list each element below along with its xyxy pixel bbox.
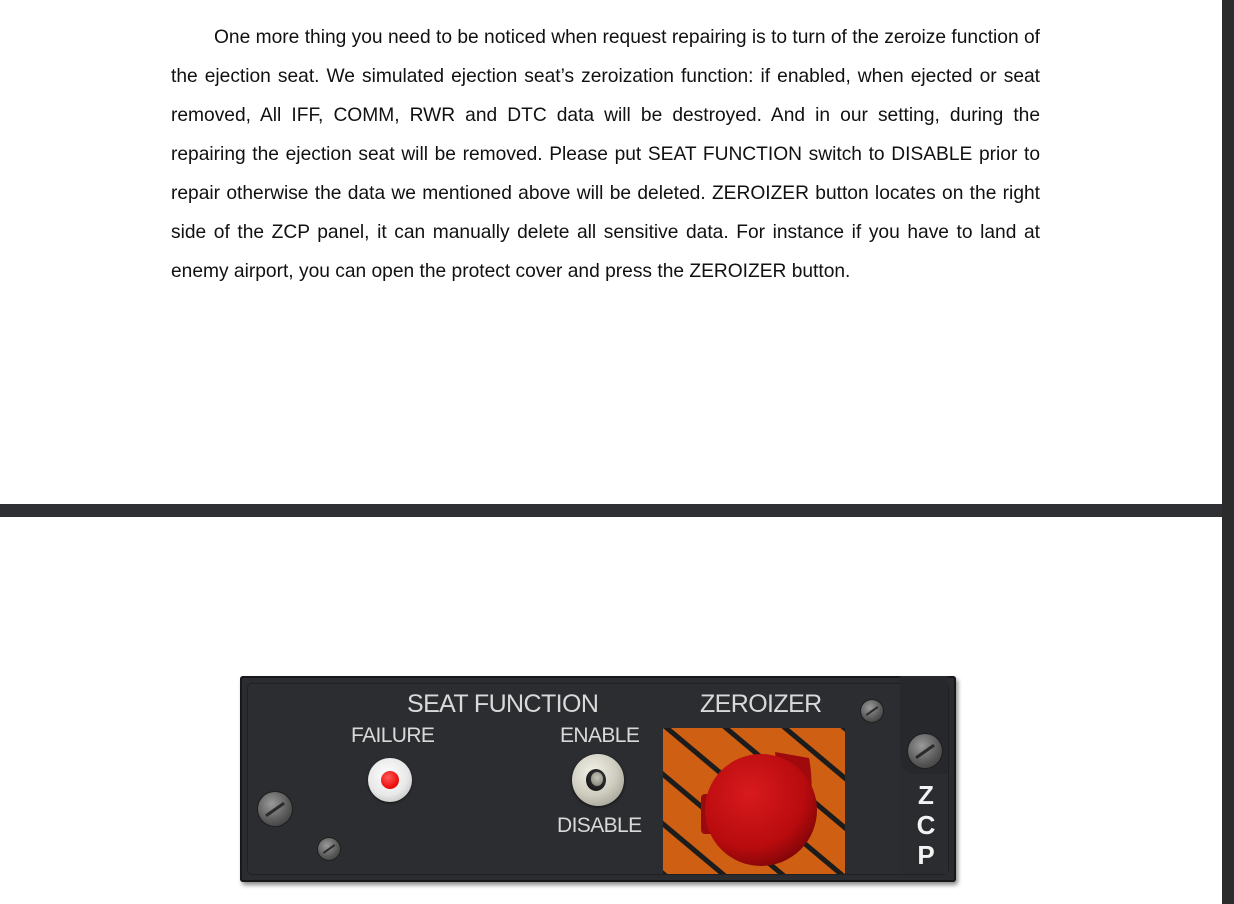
failure-label: FAILURE	[351, 724, 435, 747]
zeroizer-protect-cover	[663, 728, 845, 874]
disable-label: DISABLE	[557, 814, 642, 837]
enable-label: ENABLE	[560, 724, 640, 747]
screw-icon	[318, 838, 340, 860]
page-separator	[0, 504, 1222, 517]
zeroizer-cover-graphic	[663, 728, 845, 874]
failure-red-dot	[381, 771, 399, 789]
body-paragraph: One more thing you need to be noticed when request repairing is to turn of the zeroize function of the ejection seat. We simulated ejection seat’s zeroization function: if enabled, when ejected or seat removed, All IFF, COMM, RWR and DTC data will be destroyed. And in our setting, during the repairing the ejection seat will be removed. Please put SEAT FUNCTION switch to DISABLE prior to repair otherwise the data we mentioned above will be deleted. ZEROIZER button locates on the right side of the ZCP panel, it can manually delete all sensitive data. For instance if you have to land at enemy airport, you can open the protect cover and press the ZEROIZER button.	[171, 27, 1040, 282]
failure-indicator-light	[368, 758, 412, 802]
zeroizer-label: ZEROIZER	[700, 690, 822, 718]
zcp-letter-p: P	[917, 840, 935, 870]
screw-icon	[908, 734, 942, 768]
zeroizer-button	[705, 754, 817, 866]
seat-function-label: SEAT FUNCTION	[407, 690, 599, 718]
zcp-panel-image	[240, 676, 956, 882]
viewer-scrollbar-track[interactable]	[1222, 0, 1234, 904]
zcp-letter-z: Z	[918, 780, 934, 810]
screw-icon	[258, 792, 292, 826]
seat-function-toggle-switch	[572, 754, 624, 806]
zcp-letter-c: C	[916, 810, 936, 840]
screw-icon	[861, 700, 883, 722]
toggle-tip	[591, 772, 603, 786]
